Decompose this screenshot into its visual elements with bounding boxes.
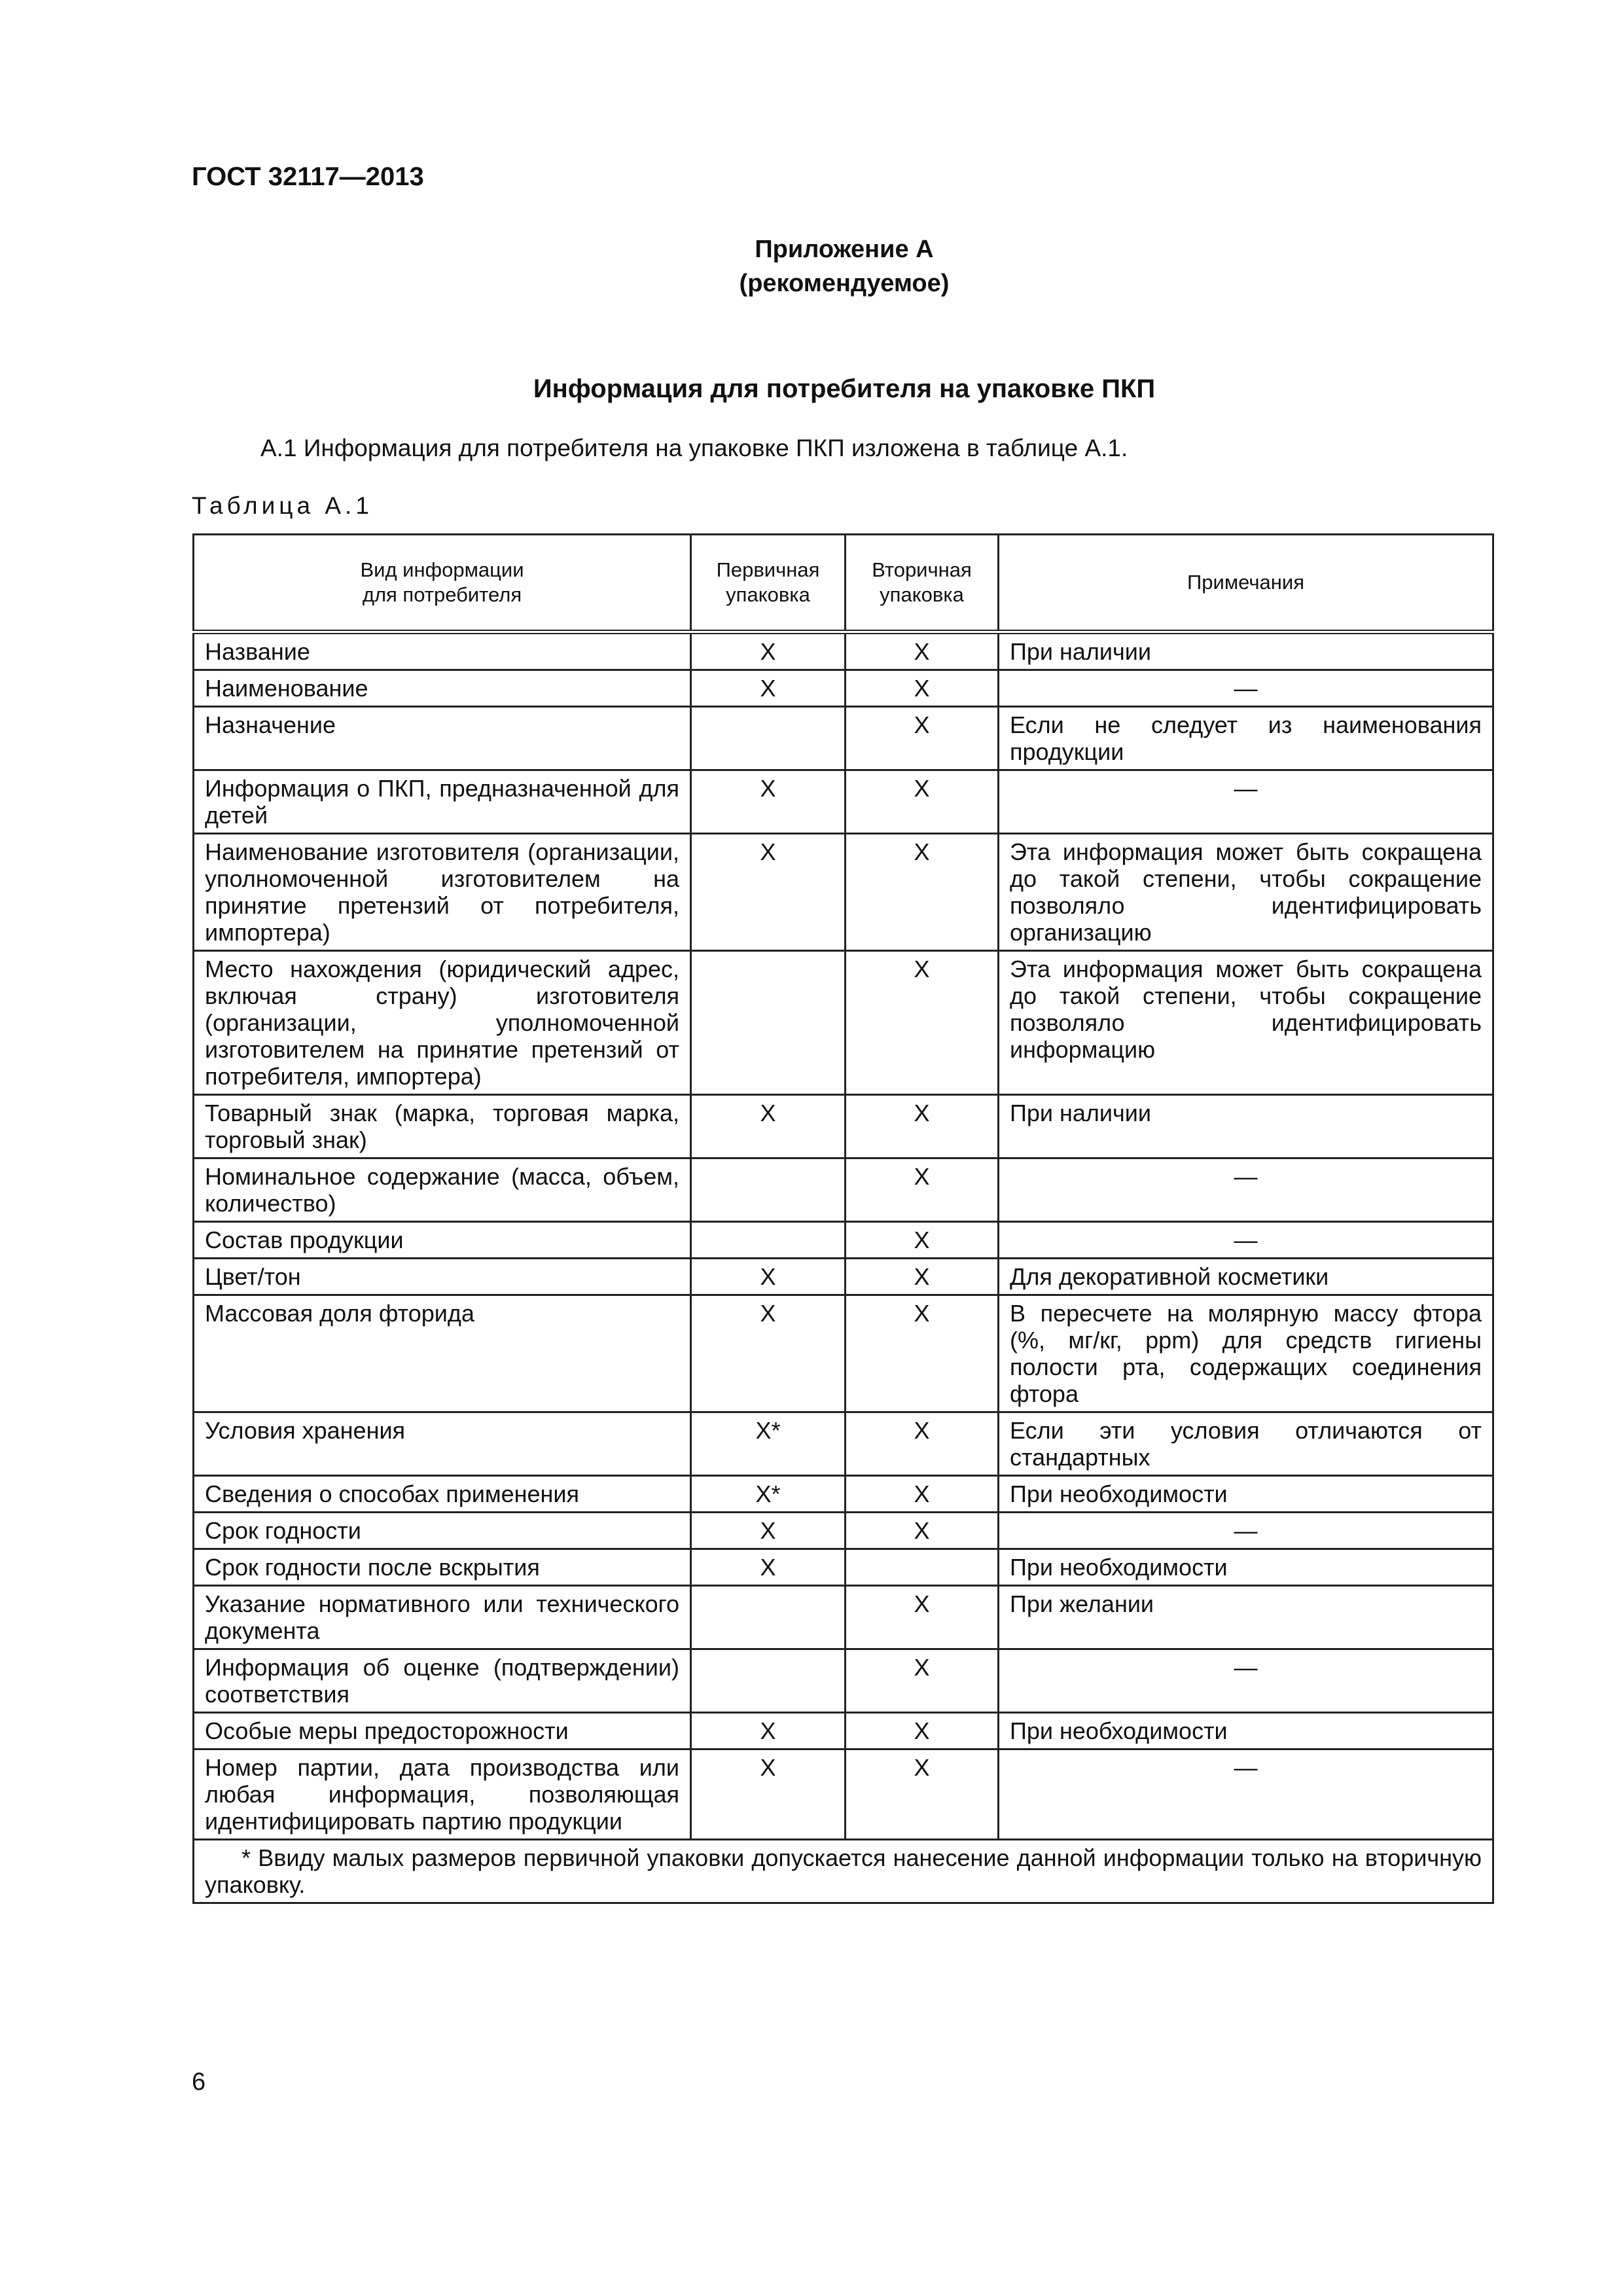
cell-note: — — [999, 1158, 1493, 1222]
cell-primary-mark: X — [691, 1549, 846, 1586]
cell-note: При необходимости — [999, 1476, 1493, 1513]
footnote-row — [194, 1840, 1493, 1903]
cell-secondary-mark: X — [846, 670, 999, 707]
header-primary-packaging — [691, 535, 846, 632]
table-header-row — [194, 535, 1493, 632]
cell-note: Для декоративной косметики — [999, 1259, 1493, 1295]
cell-primary-mark — [691, 707, 846, 770]
cell-primary-mark — [691, 1222, 846, 1259]
cell-primary-mark: X — [691, 670, 846, 707]
cell-secondary-mark: X — [846, 1158, 999, 1222]
cell-primary-mark: X — [691, 1749, 846, 1840]
intro-paragraph: А.1 Информация для потребителя на упаковке ПКП изложена в таблице А.1. — [260, 435, 1128, 461]
document-code: ГОСТ 32117—2013 — [192, 162, 424, 191]
cell-info-type: Особые меры предосторожности — [194, 1713, 691, 1749]
footnote-text: * Ввиду малых размеров первичной упаковки допускается нанесение данной информации только на вторичную упаковку. — [205, 1844, 1482, 1898]
cell-secondary-mark: X — [846, 632, 999, 670]
cell-note: При необходимости — [999, 1549, 1493, 1586]
table-row — [194, 951, 1493, 1095]
cell-secondary-mark: X — [846, 834, 999, 951]
table-row — [194, 834, 1493, 951]
table-row — [194, 1586, 1493, 1649]
header-primary-line-1: Первичная — [716, 558, 820, 581]
cell-primary-mark — [691, 1586, 846, 1649]
cell-info-type: Срок годности после вскрытия — [194, 1549, 691, 1586]
cell-note: Если не следует из наименования продукции — [999, 707, 1493, 770]
cell-secondary-mark: X — [846, 707, 999, 770]
cell-note: При желании — [999, 1586, 1493, 1649]
table-row — [194, 1222, 1493, 1259]
cell-secondary-mark: X — [846, 1412, 999, 1476]
appendix-subtitle: (рекомендуемое) — [739, 270, 950, 297]
cell-info-type: Номер партии, дата производства или любая информация, позволяющая идентифицировать партию продукции — [194, 1749, 691, 1840]
cell-info-type: Название — [194, 632, 691, 670]
cell-info-type: Указание нормативного или технического документа — [194, 1586, 691, 1649]
table-body — [194, 632, 1493, 1840]
cell-info-type: Условия хранения — [194, 1412, 691, 1476]
cell-secondary-mark: X — [846, 1259, 999, 1295]
cell-note: При наличии — [999, 632, 1493, 670]
cell-secondary-mark: X — [846, 1713, 999, 1749]
cell-note: При необходимости — [999, 1713, 1493, 1749]
table-row — [194, 1649, 1493, 1713]
cell-note: В пересчете на молярную массу фтора (%, мг/кг, ppm) для средств гигиены полости рта, содержащих соединения фтора — [999, 1295, 1493, 1412]
cell-info-type: Информация о ПКП, предназначенной для детей — [194, 770, 691, 834]
table-row — [194, 632, 1493, 670]
cell-info-type: Состав продукции — [194, 1222, 691, 1259]
cell-info-type: Наименование изготовителя (организации, уполномоченной изготовителем на принятие претензий от потребителя, импортера) — [194, 834, 691, 951]
section-title: Информация для потребителя на упаковке ПКП — [533, 374, 1156, 403]
cell-info-type: Срок годности — [194, 1513, 691, 1549]
cell-primary-mark: X — [691, 1095, 846, 1158]
header-info-line-2: для потребителя — [362, 583, 522, 606]
table-row — [194, 707, 1493, 770]
table-row — [194, 1412, 1493, 1476]
cell-primary-mark — [691, 951, 846, 1095]
cell-secondary-mark: X — [846, 1513, 999, 1549]
cell-info-type: Цвет/тон — [194, 1259, 691, 1295]
cell-primary-mark: X — [691, 834, 846, 951]
header-secondary-line-2: упаковка — [880, 583, 964, 606]
cell-note: Эта информация может быть сокращена до такой степени, чтобы сокращение позволяло идентифицировать организацию — [999, 834, 1493, 951]
cell-secondary-mark: X — [846, 1586, 999, 1649]
consumer-info-table — [192, 533, 1494, 1904]
cell-primary-mark: X — [691, 1513, 846, 1549]
cell-info-type: Информация об оценке (подтверждении) соответствия — [194, 1649, 691, 1713]
cell-info-type: Место нахождения (юридический адрес, включая страну) изготовителя (организации, уполномоченной изготовителем на принятие претензий от потребителя, импортера) — [194, 951, 691, 1095]
cell-secondary-mark: X — [846, 951, 999, 1095]
cell-secondary-mark — [846, 1549, 999, 1586]
header-info-type — [194, 535, 691, 632]
cell-primary-mark: X — [691, 1259, 846, 1295]
header-secondary-packaging — [846, 535, 999, 632]
cell-info-type: Товарный знак (марка, торговая марка, торговый знак) — [194, 1095, 691, 1158]
table-row — [194, 1158, 1493, 1222]
table-row — [194, 1513, 1493, 1549]
cell-info-type: Назначение — [194, 707, 691, 770]
cell-primary-mark — [691, 1649, 846, 1713]
table-row — [194, 1295, 1493, 1412]
cell-info-type: Наименование — [194, 670, 691, 707]
cell-secondary-mark: X — [846, 1295, 999, 1412]
table-row — [194, 1549, 1493, 1586]
table-row — [194, 1713, 1493, 1749]
page-number: 6 — [192, 2068, 206, 2096]
cell-secondary-mark: X — [846, 1749, 999, 1840]
table-row — [194, 670, 1493, 707]
cell-info-type: Сведения о способах применения — [194, 1476, 691, 1513]
table-row — [194, 1095, 1493, 1158]
header-notes: Примечания — [999, 535, 1493, 632]
table-row — [194, 770, 1493, 834]
appendix-title: Приложение А — [755, 236, 934, 263]
cell-note: — — [999, 1649, 1493, 1713]
cell-primary-mark: X — [691, 770, 846, 834]
table-caption-number: А.1 — [325, 492, 373, 519]
table-row — [194, 1259, 1493, 1295]
cell-note: — — [999, 670, 1493, 707]
cell-primary-mark: X* — [691, 1412, 846, 1476]
appendix-heading — [0, 232, 1623, 300]
cell-primary-mark: X* — [691, 1476, 846, 1513]
cell-secondary-mark: X — [846, 1649, 999, 1713]
header-info-line-1: Вид информации — [360, 558, 524, 581]
cell-primary-mark: X — [691, 632, 846, 670]
cell-info-type: Массовая доля фторида — [194, 1295, 691, 1412]
cell-note: — — [999, 1222, 1493, 1259]
header-secondary-line-1: Вторичная — [872, 558, 972, 581]
cell-note: — — [999, 770, 1493, 834]
cell-note: — — [999, 1513, 1493, 1549]
cell-primary-mark — [691, 1158, 846, 1222]
cell-note: — — [999, 1749, 1493, 1840]
cell-note: Эта информация может быть сокращена до такой степени, чтобы сокращение позволяло идентифицировать информацию — [999, 951, 1493, 1095]
header-primary-line-2: упаковка — [726, 583, 810, 606]
cell-primary-mark: X — [691, 1713, 846, 1749]
cell-secondary-mark: X — [846, 1476, 999, 1513]
cell-info-type: Номинальное содержание (масса, объем, количество) — [194, 1158, 691, 1222]
cell-primary-mark: X — [691, 1295, 846, 1412]
table-container — [192, 533, 1492, 1904]
cell-secondary-mark: X — [846, 770, 999, 834]
table-row — [194, 1749, 1493, 1840]
cell-note: При наличии — [999, 1095, 1493, 1158]
cell-secondary-mark: X — [846, 1095, 999, 1158]
table-caption — [192, 492, 373, 520]
cell-note: Если эти условия отличаются от стандартных — [999, 1412, 1493, 1476]
table-footnote — [194, 1840, 1493, 1903]
table-row — [194, 1476, 1493, 1513]
table-caption-label: Таблица — [192, 492, 315, 519]
cell-secondary-mark: X — [846, 1222, 999, 1259]
